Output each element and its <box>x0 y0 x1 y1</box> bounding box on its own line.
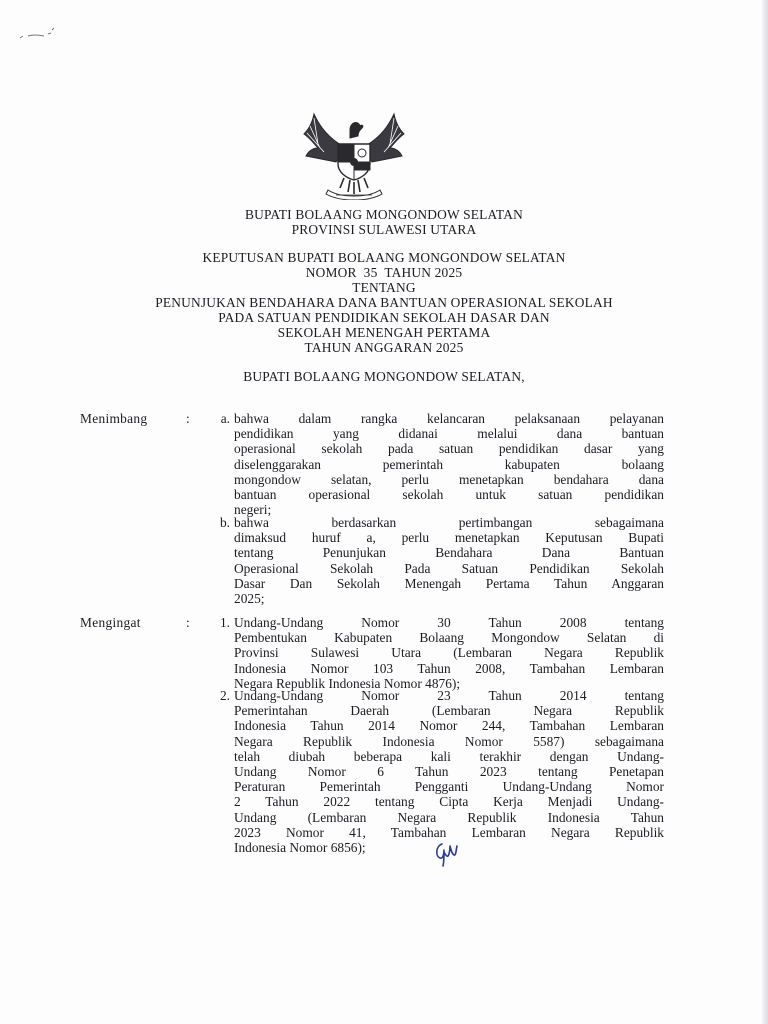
text-line: Negara Republik Indonesia Nomor 5587) sebagaimana <box>234 733 664 749</box>
section-colon: : <box>186 615 190 630</box>
decree-subject-line: PADA SATUAN PENDIDIKAN SEKOLAH DASAR DAN <box>218 310 550 325</box>
decree-subject-line: PENUNJUKAN BENDAHARA DANA BANTUAN OPERASIONAL SEKOLAH <box>155 295 613 310</box>
item-text <box>234 615 664 691</box>
text-line: Indonesia Nomor 6856); <box>234 840 366 856</box>
page-edge-shadow <box>762 0 768 1024</box>
item-text <box>234 515 664 606</box>
item-marker: 2. <box>219 688 230 703</box>
text-line: dimaksud huruf a, perlu menetapkan Keputusan Bupati <box>234 530 664 546</box>
text-line: diselenggarakan pemerintah kabupaten bolaang <box>234 456 664 472</box>
text-line: Indonesia Tahun 2014 Nomor 244, Tambahan Lembaran <box>234 718 664 734</box>
decree-subject-line: SEKOLAH MENENGAH PERTAMA <box>277 325 491 340</box>
text-line: telah diubah beberapa kali terakhir dengan Undang- <box>234 748 664 764</box>
item-marker: 1. <box>219 615 230 630</box>
item-marker: b. <box>219 515 230 530</box>
text-line: Negara Republik Indonesia Nomor 4876); <box>234 675 461 691</box>
decree-title: KEPUTUSAN BUPATI BOLAANG MONGONDOW SELATAN <box>202 250 566 265</box>
text-line: Pemerintahan Daerah (Lembaran Negara Republik <box>234 703 664 719</box>
text-line: pendidikan yang didanai melalui dana bantuan <box>234 426 664 442</box>
header-regent-title: BUPATI BOLAANG MONGONDOW SELATAN <box>245 207 523 222</box>
text-line: tentang Penunjukan Bendahara Dana Bantuan <box>234 545 664 561</box>
decree-number: NOMOR 35 TAHUN 2025 <box>305 265 463 280</box>
decree-subject-line: TAHUN ANGGARAN 2025 <box>304 340 464 355</box>
text-line: 2 Tahun 2022 tentang Cipta Kerja Menjadi Undang- <box>234 794 664 810</box>
text-line: Operasional Sekolah Pada Satuan Pendidikan Sekolah <box>234 560 664 576</box>
scan-mark-icon <box>18 24 64 40</box>
item-text <box>234 411 664 517</box>
text-line: Peraturan Pemerintah Pengganti Undang-Undang Nomor <box>234 779 664 795</box>
text-line: Undang-Undang Nomor 30 Tahun 2008 tentang <box>234 615 664 630</box>
text-line: negeri; <box>234 502 272 518</box>
text-line: operasional sekolah pada satuan pendidikan dasar yang <box>234 441 664 457</box>
decree-issuer: BUPATI BOLAANG MONGONDOW SELATAN, <box>243 369 525 384</box>
menimbang-section <box>80 411 700 607</box>
text-line: Dasar Dan Sekolah Menengah Pertama Tahun Anggaran <box>234 575 664 591</box>
text-line: Undang Nomor 6 Tahun 2023 tentang Penetapan <box>234 764 664 780</box>
text-line: bahwa berdasarkan pertimbangan sebagaimana <box>234 515 664 530</box>
item-marker: a. <box>220 411 230 426</box>
garuda-emblem-icon <box>300 108 408 200</box>
text-line: 2023 Nomor 41, Tambahan Lembaran Negara Republik <box>234 824 664 840</box>
initial-signature-icon <box>432 838 462 868</box>
text-line: 2025; <box>234 591 265 607</box>
item-text <box>234 688 664 855</box>
section-label: Menimbang <box>80 411 148 426</box>
header-province: PROVINSI SULAWESI UTARA <box>291 222 477 237</box>
text-line: Undang-Undang Nomor 23 Tahun 2014 tentang <box>234 688 664 703</box>
section-colon: : <box>186 411 190 426</box>
section-label: Mengingat <box>80 615 141 630</box>
text-line: Indonesia Nomor 103 Tahun 2008, Tambahan Lembaran <box>234 660 664 676</box>
text-line: Undang (Lembaran Negara Republik Indonesia Tahun <box>234 809 664 825</box>
mengingat-section <box>80 615 700 855</box>
text-line: mongondow selatan, perlu menetapkan bendahara dana <box>234 471 664 487</box>
decree-about: TENTANG <box>352 280 416 295</box>
text-line: bantuan operasional sekolah untuk satuan pendidikan <box>234 487 664 503</box>
text-line: Provinsi Sulawesi Utara (Lembaran Negara Republik <box>234 645 664 661</box>
text-line: Pembentukan Kabupaten Bolaang Mongondow Selatan di <box>234 630 664 646</box>
text-line: bahwa dalam rangka kelancaran pelaksanaan pelayanan <box>234 411 664 426</box>
